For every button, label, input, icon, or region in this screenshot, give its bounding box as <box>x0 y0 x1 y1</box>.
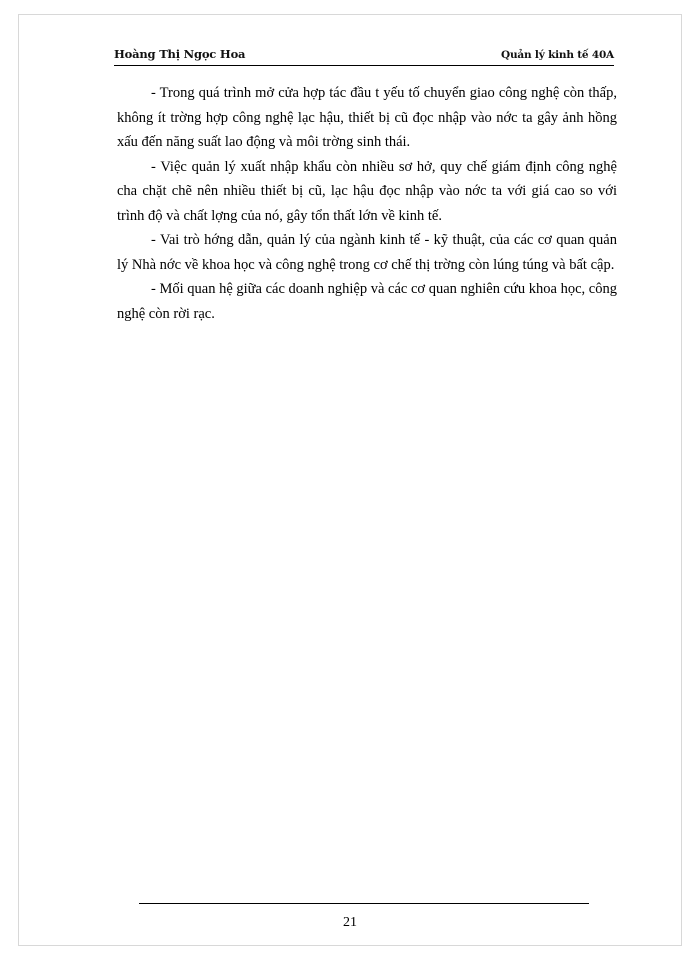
paragraph-4: - Mối quan hệ giữa các doanh nghiệp và các cơ quan nghiên cứu khoa học, công nghệ còn rời rạc. <box>117 281 617 322</box>
header-divider <box>114 65 614 66</box>
page-number: 21 <box>343 915 357 930</box>
body-text <box>117 81 617 326</box>
running-header <box>114 47 614 61</box>
footer-divider <box>139 903 589 904</box>
paragraph-2: - Việc quản lý xuất nhập khẩu còn nhiều sơ hở, quy chế giám định công nghệ cha chặt chẽ nên nhiều thiết bị cũ, lạc hậu đọc nhập vào nớc ta với giá cao so với trình độ và chất lợng của nó, gây tổn thất lớn về kinh tế. <box>117 158 617 224</box>
paragraph-1: - Trong quá trình mở cửa hợp tác đầu t yếu tố chuyển giao công nghệ còn thấp, không ít trờng hợp công nghệ lạc hậu, thiết bị cũ đọc nhập vào nớc ta gây ảnh hồng xấu đến năng suất lao động và môi trờng sinh thái. <box>117 85 617 150</box>
header-class: Quản lý kinh tế 40A <box>501 49 614 61</box>
header-author: Hoàng Thị Ngọc Hoa <box>114 47 246 61</box>
paragraph-3: - Vai trò hớng dẫn, quản lý của ngành kinh tế - kỹ thuật, của các cơ quan quản lý Nhà nớc về khoa học và công nghệ trong cơ chế thị trờng còn lúng túng và bất cập. <box>117 232 617 273</box>
page-sheet <box>18 14 682 946</box>
